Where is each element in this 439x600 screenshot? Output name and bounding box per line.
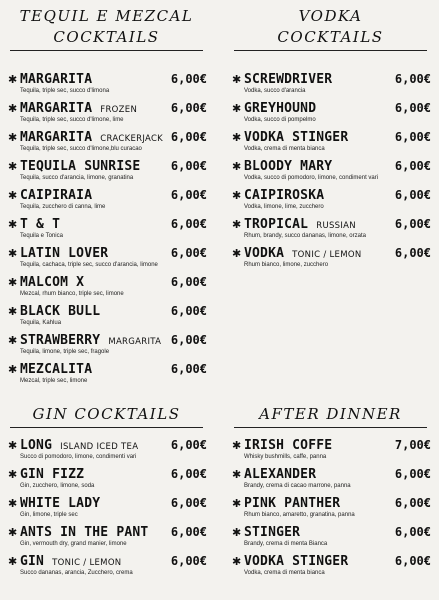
item-name-sub: RUSSIAN <box>316 221 356 231</box>
item-price: 6,00€ <box>170 275 207 289</box>
gin-section <box>4 404 209 428</box>
item-description: Tequila, Kahlua <box>20 320 62 326</box>
item-price: 6,00€ <box>170 467 207 481</box>
star-icon: ✱ <box>8 497 18 510</box>
item-price: 6,00€ <box>170 554 207 568</box>
item-name-main: ANTS IN THE PANT <box>20 525 149 540</box>
item-name <box>8 275 84 290</box>
after-dinner-items-list <box>228 438 433 583</box>
tequila-section <box>4 6 209 51</box>
item-price: 6,00€ <box>394 467 431 481</box>
gin-heading: GIN COCKTAILS <box>32 405 181 423</box>
item-name-main: MARGARITA <box>20 72 93 87</box>
star-icon: ✱ <box>8 102 18 115</box>
menu-item <box>4 188 209 217</box>
menu-item <box>228 246 433 275</box>
star-icon: ✱ <box>8 468 18 481</box>
menu-item <box>228 554 433 583</box>
item-description: Tequila, succo d'arancia, limone, granatina <box>20 175 134 181</box>
item-name <box>8 467 84 482</box>
menu-item <box>228 217 433 246</box>
vodka-heading-line2: COCKTAILS <box>277 28 384 46</box>
menu-item <box>4 467 209 496</box>
item-name <box>8 72 92 87</box>
star-icon: ✱ <box>8 247 18 260</box>
item-name <box>8 304 100 319</box>
item-description: Tequila, zucchero di canna, lime <box>20 204 106 210</box>
item-name-main: TROPICAL <box>244 217 309 232</box>
item-description: Gin, limone, triple sec <box>20 512 78 518</box>
vodka-section <box>228 6 433 51</box>
star-icon: ✱ <box>8 276 18 289</box>
item-name <box>8 496 100 511</box>
star-icon: ✱ <box>232 439 242 452</box>
item-name <box>232 130 348 145</box>
star-icon: ✱ <box>8 131 18 144</box>
menu-item <box>228 159 433 188</box>
item-description: Rhum bianco, limone, zucchero <box>244 262 329 268</box>
menu-item <box>4 246 209 275</box>
item-name <box>232 101 316 116</box>
after-dinner-heading: AFTER DINNER <box>259 405 402 423</box>
menu-item <box>228 130 433 159</box>
item-price: 6,00€ <box>394 72 431 86</box>
item-description: Tequila, cachaca, triple sec, succo d'arancia, limone <box>20 262 158 268</box>
item-name-main: VODKA <box>244 246 285 261</box>
item-name <box>232 525 300 540</box>
menu-item <box>228 496 433 525</box>
star-icon: ✱ <box>232 497 242 510</box>
item-description: Gin, vermouth dry, grand manier, limone <box>20 541 127 547</box>
item-description: Vodka, succo di pomodoro, limone, condiment vari <box>244 175 379 181</box>
item-name-main: MARGARITA <box>20 130 93 145</box>
item-description: Tequila e Tonica <box>20 233 63 239</box>
vodka-heading-rule <box>234 50 427 51</box>
star-icon: ✱ <box>8 439 18 452</box>
item-name-main: GIN FIZZ <box>20 467 85 482</box>
menu-item <box>4 554 209 583</box>
item-name-main: GREYHOUND <box>244 101 317 116</box>
item-price: 7,00€ <box>394 438 431 452</box>
item-name-main: SCREWDRIVER <box>244 72 333 87</box>
item-price: 6,00€ <box>394 554 431 568</box>
menu-item <box>228 525 433 554</box>
menu-item <box>4 362 209 391</box>
item-name-main: BLACK BULL <box>20 304 101 319</box>
after-dinner-section <box>228 404 433 428</box>
gin-heading-rule <box>10 427 203 428</box>
star-icon: ✱ <box>8 305 18 318</box>
item-name <box>232 188 324 203</box>
item-name <box>8 525 148 540</box>
star-icon: ✱ <box>8 189 18 202</box>
item-description: Mezcal, rhum bianco, triple sec, limone <box>20 291 124 297</box>
star-icon: ✱ <box>232 526 242 539</box>
item-description: Rhum, brandy, succo dananas, limone, orzata <box>244 233 366 239</box>
star-icon: ✱ <box>8 73 18 86</box>
star-icon: ✱ <box>8 363 18 376</box>
menu-item <box>4 496 209 525</box>
item-name-sub: TONIC / LEMON <box>292 250 362 260</box>
star-icon: ✱ <box>232 247 242 260</box>
item-name-main: GIN <box>20 554 45 569</box>
tequila-items-list <box>4 72 209 391</box>
menu-item <box>4 72 209 101</box>
item-description: Mezcal, triple sec, limone <box>20 378 88 384</box>
item-price: 6,00€ <box>394 101 431 115</box>
item-price: 6,00€ <box>170 188 207 202</box>
item-price: 6,00€ <box>170 246 207 260</box>
item-description: Vodka, crema di menta bianca <box>244 146 325 152</box>
menu-item <box>228 467 433 496</box>
menu-item <box>4 159 209 188</box>
after-dinner-heading-rule <box>234 427 427 428</box>
item-price: 6,00€ <box>170 72 207 86</box>
item-description: Vodka, limone, lime, zucchero <box>244 204 324 210</box>
item-description: Vodka, succo d'arancia <box>244 88 306 94</box>
item-price: 6,00€ <box>394 217 431 231</box>
menu-item <box>4 525 209 554</box>
item-name-main: IRISH COFFE <box>244 438 333 453</box>
star-icon: ✱ <box>232 189 242 202</box>
item-price: 6,00€ <box>170 333 207 347</box>
menu-item <box>228 101 433 130</box>
tequila-heading-line1: TEQUIL E MEZCAL <box>19 7 194 25</box>
menu-item <box>228 72 433 101</box>
item-name-main: STINGER <box>244 525 301 540</box>
star-icon: ✱ <box>8 160 18 173</box>
star-icon: ✱ <box>232 555 242 568</box>
item-description: Whisky bushmills, caffe, panna <box>244 454 327 460</box>
item-name <box>8 362 92 377</box>
item-name-main: MALCOM X <box>20 275 85 290</box>
tequila-heading-rule <box>10 50 203 51</box>
tequila-heading-line2: COCKTAILS <box>53 28 160 46</box>
star-icon: ✱ <box>232 131 242 144</box>
item-name <box>232 159 332 174</box>
menu-item <box>4 101 209 130</box>
item-name-sub: CRACKERJACK <box>100 134 164 144</box>
star-icon: ✱ <box>8 526 18 539</box>
item-name-main: CAIPIRAIA <box>20 188 93 203</box>
item-name-main: TEQUILA SUNRISE <box>20 159 141 174</box>
item-name-sub: ISLAND ICED TEA <box>60 442 139 452</box>
item-description: Brandy, crema di menta Bianca <box>244 541 328 547</box>
vodka-heading-line1: VODKA <box>298 7 363 25</box>
item-name-main: BLOODY MARY <box>244 159 333 174</box>
menu-item <box>4 438 209 467</box>
item-price: 6,00€ <box>170 217 207 231</box>
star-icon: ✱ <box>232 160 242 173</box>
item-name-sub: MARGARITA <box>108 337 162 347</box>
item-name <box>8 217 60 232</box>
item-price: 6,00€ <box>394 496 431 510</box>
item-name <box>232 438 332 453</box>
item-name <box>232 554 348 569</box>
star-icon: ✱ <box>232 468 242 481</box>
star-icon: ✱ <box>232 73 242 86</box>
item-description: Tequila, triple sec, succo d'limone,blu curacao <box>20 146 142 152</box>
item-price: 6,00€ <box>170 496 207 510</box>
menu-item <box>4 304 209 333</box>
item-price: 6,00€ <box>170 101 207 115</box>
item-name <box>232 72 332 87</box>
item-name-main: MEZCALITA <box>20 362 93 377</box>
item-name <box>232 467 316 482</box>
item-name-main: LATIN LOVER <box>20 246 109 261</box>
star-icon: ✱ <box>8 555 18 568</box>
item-description: Tequila, triple sec, succo d'limone, lime <box>20 117 124 123</box>
item-price: 6,00€ <box>394 525 431 539</box>
item-name <box>8 188 92 203</box>
item-description: Succo dananas, arancia, Zucchero, crema <box>20 570 133 576</box>
item-price: 6,00€ <box>170 159 207 173</box>
star-icon: ✱ <box>232 102 242 115</box>
menu-item <box>4 275 209 304</box>
item-name-main: STRAWBERRY <box>20 333 101 348</box>
item-description: Gin, zucchero, limone, soda <box>20 483 95 489</box>
item-name-main: ALEXANDER <box>244 467 317 482</box>
star-icon: ✱ <box>232 218 242 231</box>
item-description: Vodka, crema di menta bianca <box>244 570 325 576</box>
item-name-main: WHITE LADY <box>20 496 101 511</box>
item-name <box>8 246 108 261</box>
item-price: 6,00€ <box>170 438 207 452</box>
item-description: Tequila, triple sec, succo d'limona <box>20 88 110 94</box>
item-price: 6,00€ <box>170 525 207 539</box>
item-name-main: VODKA STINGER <box>244 554 349 569</box>
item-price: 6,00€ <box>394 130 431 144</box>
menu-item <box>4 333 209 362</box>
gin-items-list <box>4 438 209 583</box>
star-icon: ✱ <box>8 218 18 231</box>
item-name-main: LONG <box>20 438 53 453</box>
item-name-main: T & T <box>20 217 61 232</box>
item-name-main: MARGARITA <box>20 101 93 116</box>
item-name-main: CAIPIROSKA <box>244 188 325 203</box>
item-description: Vodka, succo di pompelmo <box>244 117 316 123</box>
item-name-sub: TONIC / LEMON <box>52 558 122 568</box>
item-description: Rhum bianco, amaretto, granatina, panna <box>244 512 355 518</box>
item-name-main: VODKA STINGER <box>244 130 349 145</box>
item-price: 6,00€ <box>394 159 431 173</box>
item-price: 6,00€ <box>170 130 207 144</box>
item-price: 6,00€ <box>170 362 207 376</box>
item-price: 6,00€ <box>394 188 431 202</box>
item-description: Brandy, crema di cacao marrone, panna <box>244 483 351 489</box>
star-icon: ✱ <box>8 334 18 347</box>
item-name <box>232 496 340 511</box>
menu-item <box>228 188 433 217</box>
menu-item <box>4 217 209 246</box>
item-price: 6,00€ <box>394 246 431 260</box>
menu-item <box>228 438 433 467</box>
item-description: Succo di pomodoro, limone, condimenti vari <box>20 454 137 460</box>
vodka-items-list <box>228 72 433 275</box>
item-description: Tequila, limone, triple sec, fragole <box>20 349 110 355</box>
item-name-sub: FROZEN <box>100 105 138 115</box>
item-price: 6,00€ <box>170 304 207 318</box>
menu-item <box>4 130 209 159</box>
item-name <box>8 159 140 174</box>
item-name-main: PINK PANTHER <box>244 496 341 511</box>
